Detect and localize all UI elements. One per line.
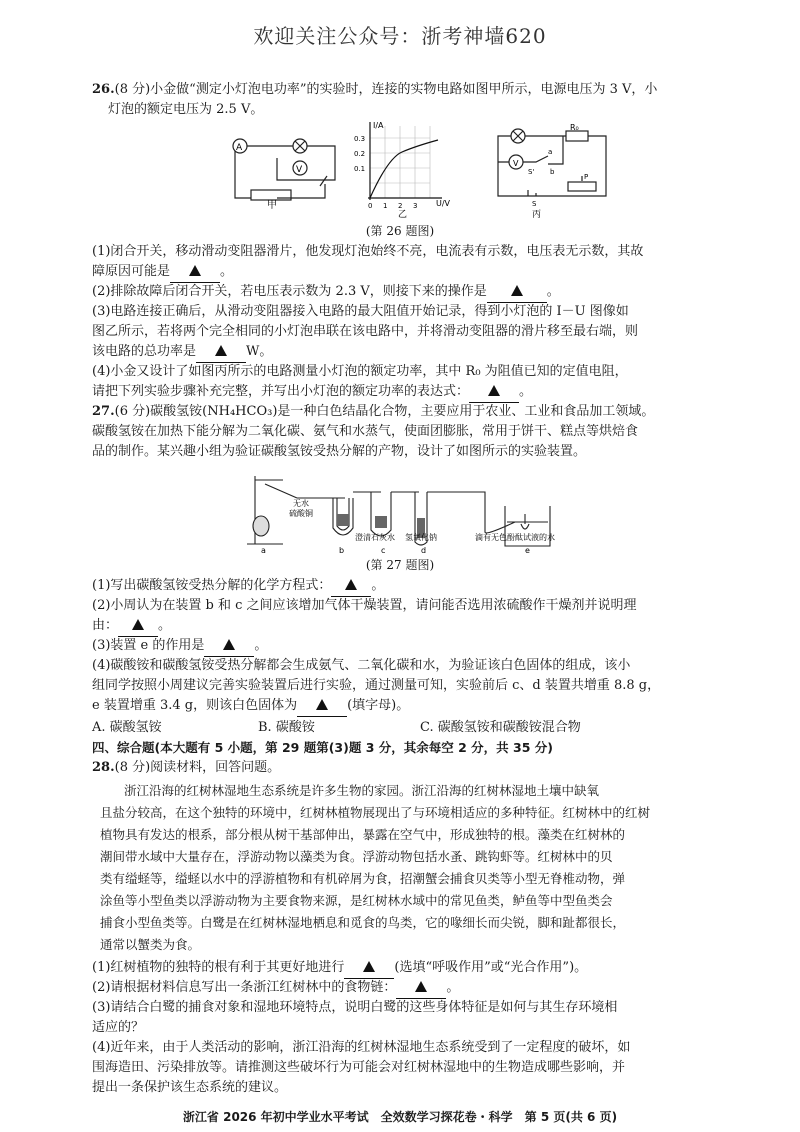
q27-sub3: (3)装置 e 的作用是 。 — [92, 636, 732, 657]
y-tick: 0.1 — [354, 165, 366, 173]
q28-intro: 28.(8 分)阅读材料，回答问题。 — [92, 760, 281, 775]
q27-sub4a: (4)碳酸铵和碳酸氢铵受热分解都会生成氨气、二氧化碳和水，为验证该白色固体的组成，该小 — [92, 658, 631, 673]
label-cuso4-1: 无水 — [293, 499, 309, 508]
label-phenol: 滴有无色酚酞试液的水 — [475, 533, 555, 542]
q28-material-line: 捕食小型鱼类等。白鹭是在红树林湿地栖息和觅食的鸟类，它的喙细长而尖锐，脚和趾都很长， — [100, 915, 626, 930]
q27-line2: 碳酸氢铵在加热下能分解为二氧化碳、氨气和水蒸气，使面团膨胀，常用于饼干、糕点等烘焙食 — [92, 424, 639, 439]
apparatus-figure — [225, 462, 595, 554]
graph-x-unit: U/V — [436, 199, 451, 208]
label-r0: R₀ — [570, 124, 579, 132]
x-tick: 3 — [413, 202, 418, 210]
label-s1: S' — [528, 168, 535, 176]
q27-number: 27. — [92, 404, 115, 419]
q26-sub3a: (3)电路连接正确后，从滑动变阻器接入电路的最大阻值开始记录，得到小灯泡的 I－U 图像如 — [92, 304, 629, 319]
q27-line3: 品的制作。某兴趣小组为验证碳酸氢铵受热分解的产物，设计了如图所示的实验装置。 — [92, 444, 587, 459]
q28-sub4a: (4)近年来，由于人类活动的影响，浙江沿海的红树林湿地生态系统受到了一定程度的破坏，如 — [92, 1040, 631, 1055]
q28-sub4c: 提出一条保护该生态系统的建议。 — [92, 1080, 288, 1095]
q28-sub2: (2)请根据材料信息写出一条浙江红树林中的食物链： 。 — [92, 978, 732, 999]
label-s: S — [532, 200, 537, 208]
q26-stem-1: (8 分)小金做“测定小灯泡电功率”的实验时，连接的实物电路如图甲所示，电源电压为 3 V，小 — [114, 82, 658, 97]
q26-sub1a: (1)闭合开关，移动滑动变阻器滑片，他发现灯泡始终不亮，电流表有示数，电压表无示数，其故 — [92, 244, 644, 259]
q27-figure-caption: (第 27 题图) — [365, 558, 435, 572]
label-p: P — [584, 173, 589, 181]
x-tick: 2 — [398, 202, 403, 210]
q28-material-line: 潮间带水域中大量存在，浮游动物以藻类为食。浮游动物包括水蚤、跳钩虾等。红树林中的贝 — [100, 849, 613, 864]
page-footer: 浙江省 2026 年初中学业水平考试 全效数学习探花卷・科学 第 5 页(共 6 页) — [182, 1110, 618, 1124]
graph-y-unit: I/A — [373, 121, 384, 130]
label-e: e — [525, 546, 530, 554]
fig-label-yi: 乙 — [398, 210, 408, 218]
y-tick: 0.3 — [354, 135, 366, 143]
answer-blank[interactable] — [118, 616, 158, 637]
q26-sub3c: 该电路的总功率是 W。 — [92, 342, 732, 363]
label-a: a — [261, 546, 266, 554]
label-c: c — [381, 546, 386, 554]
q28-sub3b: 适应的？ — [92, 1020, 145, 1035]
q28-material-line: 涂鱼等小型鱼类以浮游动物为主要食物来源，是红树林水域中的常见鱼类，鲈鱼等中型鱼类会 — [100, 893, 613, 908]
q26-line2: 灯泡的额定电压为 2.5 V。 — [108, 102, 264, 117]
q28-number: 28. — [92, 760, 115, 775]
q27-sub4c: e 装置增重 3.4 g，则该白色固体为 (填字母)。 — [92, 696, 732, 717]
label-a: a — [548, 148, 553, 156]
q28-material-line: 浙江沿海的红树林湿地生态系统是许多生物的家园。浙江沿海的红树林湿地土壤中缺氧 — [124, 783, 600, 798]
label-cuso4-2: 硫酸铜 — [289, 509, 313, 518]
triangle-icon — [415, 981, 427, 992]
circuit-jia-figure — [215, 128, 345, 210]
triangle-icon — [132, 619, 144, 630]
triangle-icon — [511, 285, 523, 296]
svg-text:V: V — [296, 165, 303, 175]
label-limewater: 澄清石灰水 — [355, 533, 395, 542]
q26-line1 — [92, 80, 732, 100]
x-tick: 1 — [383, 202, 388, 210]
y-tick: 0.2 — [354, 150, 366, 158]
answer-blank[interactable] — [204, 636, 254, 657]
svg-text:A: A — [236, 143, 243, 153]
choice-b[interactable]: B. 碳酸铵 — [258, 720, 315, 735]
circuit-bing-figure — [488, 124, 618, 220]
q26-sub1b: 障原因可能是 。 — [92, 262, 732, 283]
q28-material-line: 且盐分较高，在这个独特的环境中，红树林植物展现出了与环境相适应的多种特征。红树林中的红树 — [100, 805, 651, 820]
answer-blank[interactable] — [170, 262, 220, 283]
answer-blank[interactable] — [331, 576, 371, 597]
label-d: d — [421, 546, 427, 554]
triangle-icon — [316, 699, 328, 710]
x-tick: 0 — [368, 202, 373, 210]
triangle-icon — [189, 265, 201, 276]
iu-graph-yi — [350, 118, 465, 218]
triangle-icon — [223, 639, 235, 650]
q26-sub3b: 图乙所示，若将两个完全相同的小灯泡串联在该电路中，并将滑动变阻器的滑片移至最右端，则 — [92, 324, 639, 339]
q26-number: 26. — [92, 82, 115, 97]
svg-text:V: V — [513, 159, 519, 168]
q26-figure-caption: (第 26 题图) — [365, 224, 435, 238]
label-b: b — [339, 546, 345, 554]
q26-sub4b: 请把下列实验步骤补充完整，并写出小灯泡的额定功率的表达式： 。 — [92, 382, 732, 403]
answer-blank[interactable] — [344, 958, 394, 979]
answer-blank[interactable] — [196, 342, 246, 363]
q27-sub2a: (2)小周认为在装置 b 和 c 之间应该增加气体干燥装置，请问能否选用浓硫酸作干燥剂并说明理 — [92, 598, 637, 613]
q28-sub4b: 围海造田、污染排放等。请推测这些破坏行为可能会对红树林湿地中的生物造成哪些影响，并 — [92, 1060, 626, 1075]
q27-sub1: (1)写出碳酸氢铵受热分解的化学方程式： 。 — [92, 576, 732, 597]
q26-sub2: (2)排除故障后闭合开关，若电压表示数为 2.3 V，则接下来的操作是 。 — [92, 282, 732, 303]
label-naoh: 氢氧化钠 — [405, 533, 437, 542]
q28-material-line: 通常以蟹类为食。 — [100, 937, 201, 952]
q28-material-line: 植物具有发达的根系，部分根从树干基部伸出，暴露在空气中，形成独特的根。藻类在红树林的 — [100, 827, 626, 842]
answer-blank[interactable] — [396, 978, 446, 999]
fig-label-bing: 丙 — [532, 210, 542, 220]
answer-blank[interactable] — [297, 696, 347, 717]
answer-blank[interactable] — [469, 382, 519, 403]
watermark-header: 欢迎关注公众号：浙考神墙620 — [253, 24, 547, 48]
q27-sub2b: 由： 。 — [92, 616, 732, 637]
q28-sub1: (1)红树植物的独特的根有利于其更好地进行 (选填“呼吸作用”或“光合作用”)。 — [92, 958, 732, 979]
triangle-icon — [345, 579, 357, 590]
q26-sub4a: (4)小金又设计了如图丙所示的电路测量小灯泡的额定功率，其中 R₀ 为阻值已知的定值电阻， — [92, 364, 628, 379]
q27-sub4b: 组同学按照小周建议完善实验装置后进行实验，通过测量可知，实验前后 c、d 装置共增重 8.8 g， — [92, 678, 661, 693]
choice-c[interactable]: C. 碳酸氢铵和碳酸铵混合物 — [420, 720, 581, 735]
answer-blank[interactable] — [487, 282, 547, 303]
triangle-icon — [363, 961, 375, 972]
fig-label-jia: 甲 — [267, 200, 277, 210]
q28-sub3a: (3)请结合白鹭的捕食对象和湿地环境特点，说明白鹭的这些身体特征是如何与其生存环境相 — [92, 1000, 618, 1015]
q28-material-line: 类有缢蛏等，缢蛏以水中的浮游植物和有机碎屑为食，招潮蟹会捕食贝类等小型无脊椎动物，弹 — [100, 871, 626, 886]
triangle-icon — [488, 385, 500, 396]
section-4-heading: 四、综合题(本大题有 5 小题，第 29 题第(3)题 3 分，其余每空 2 分，共 35 分) — [92, 740, 553, 755]
q27-line1: 27.(6 分)碳酸氢铵(NH₄HCO₃)是一种白色结晶化合物，主要应用于农业、工业和食品加工领域。 — [92, 404, 655, 419]
label-b: b — [550, 168, 555, 176]
choice-a[interactable]: A. 碳酸氢铵 — [92, 720, 162, 735]
triangle-icon — [215, 345, 227, 356]
